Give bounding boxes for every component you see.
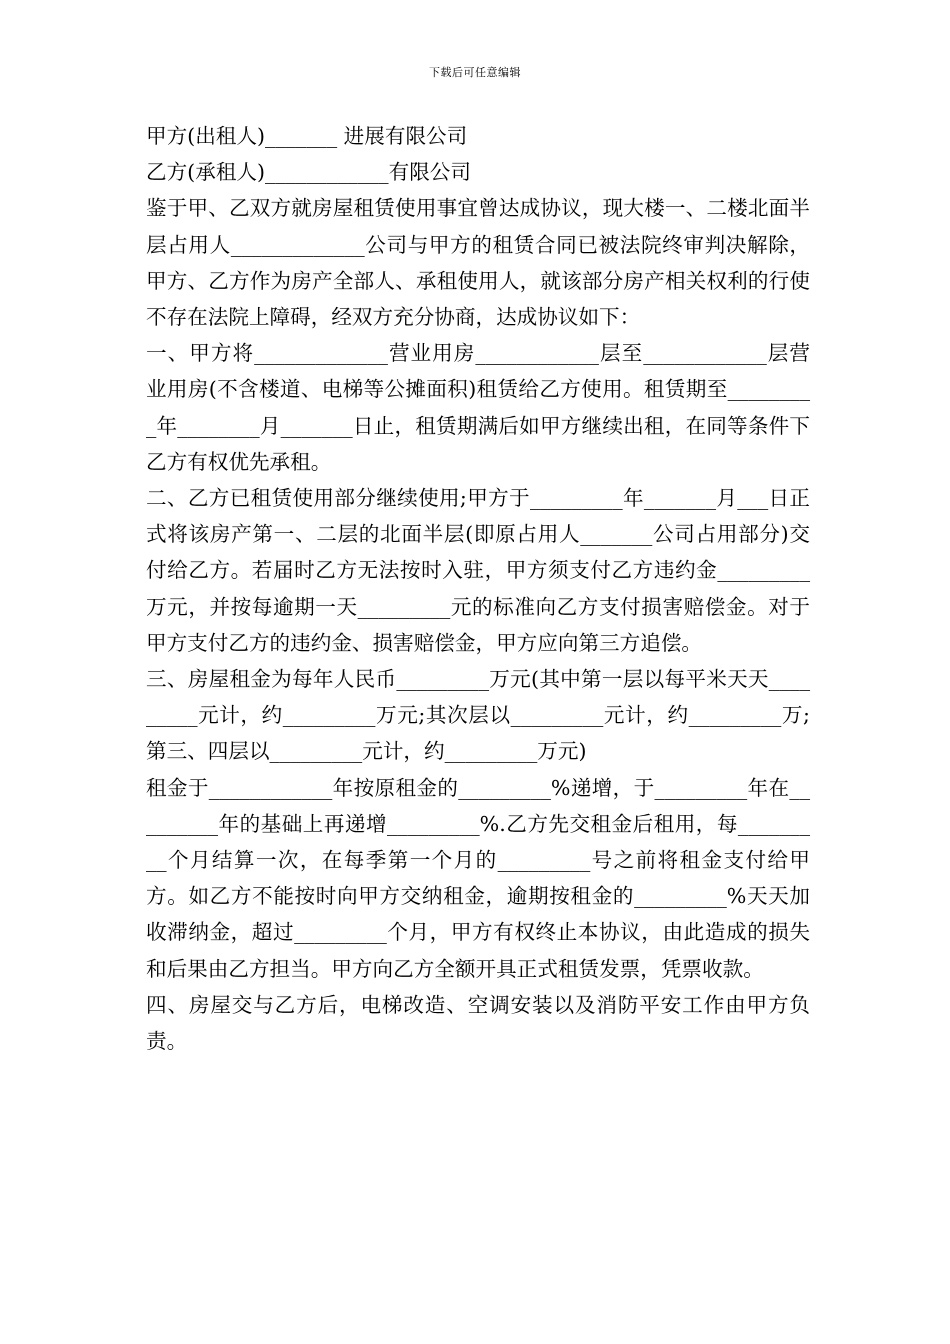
clause-3-rent-paragraph: 租金于____________年按原租金的_________%递增，于_________年在_________年的基础上再递增_________%.乙方先交租金后租用，每_________个月结算一次，在每季第一个月的_________号之前将租金支付给甲方。如乙方不能按时向甲方交纳租金，逾期按租金的_________%天天加收滞纳金，超过_________个月，甲方有权终止本协议，由此造成的损失和后果由乙方担当。甲方向乙方全额开具正式租赁发票，凭票收款。 [146,775,810,981]
clause-3-paragraph: 三、房屋租金为每年人民币_________万元(其中第一层以每平米天天_________元计，约_________万元;其次层以_________元计，约_________万;第三、四层以_________元计，约_________万元) [146,667,810,764]
party-b-line: 乙方(承租人)____________有限公司 [146,160,471,185]
page-header: 下载后可任意编辑 [429,66,521,79]
clause-4-paragraph: 四、房屋交与乙方后，电梯改造、空调安装以及消防平安工作由甲方负责。 [146,992,810,1054]
party-a-line: 甲方(出租人)_______ 进展有限公司 [146,124,468,148]
document-body [146,118,810,1059]
clause-2-paragraph: 二、乙方已租赁使用部分继续使用;甲方于_________年_______月___日正式将该房产第一、二层的北面半层(即原占用人_______公司占用部分)交付给乙方。若届时乙方无法按时入驻，甲方须支付乙方违约金_________万元，并按每逾期一天_________元的标准向乙方支付损害赔偿金。对于甲方支付乙方的违约金、损害赔偿金，甲方应向第三方追偿。 [146,486,810,655]
clause-1-paragraph: 一、甲方将_____________营业用房____________层至____________层营业用房(不含楼道、电梯等公摊面积)租赁给乙方使用。租赁期至_________年________月_______日止，租赁期满后如甲方继续出租，在同等条件下乙方有权优先承租。 [146,341,810,474]
preamble-paragraph: 鉴于甲、乙双方就房屋租赁使用事宜曾达成协议，现大楼一、二楼北面半层占用人_____________公司与甲方的租赁合同已被法院终审判决解除，甲方、乙方作为房产全部人、承租使用人，就该部分房产相关权利的行使不存在法院上障碍，经双方充分协商，达成协议如下： [146,196,810,330]
